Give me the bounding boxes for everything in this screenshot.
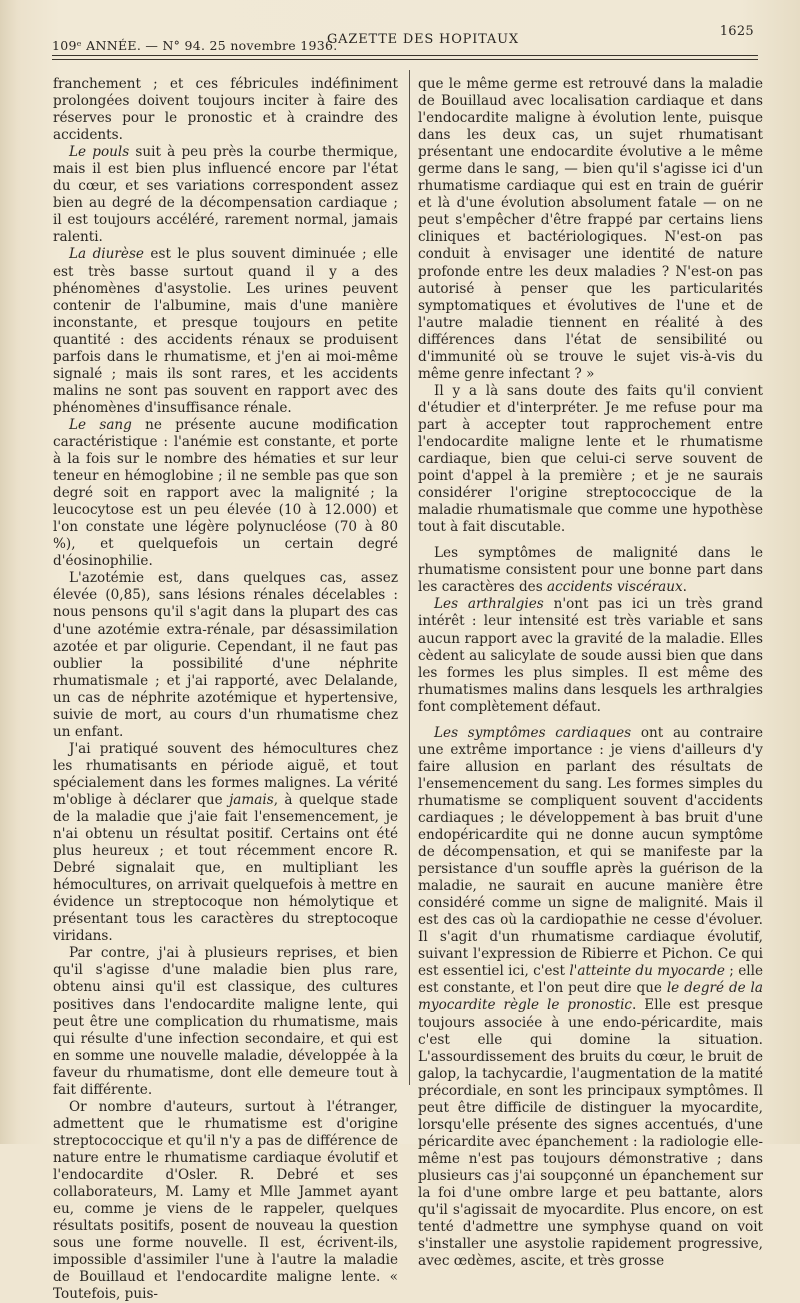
- paragraph-malignite: Les symptômes de malignité dans le rhumatisme consistent pour une bonne part dans les caractères des accidents viscéraux.: [418, 545, 763, 596]
- paragraph-faits: Il y a là sans doute des faits qu'il convient d'étudier et d'interpréter. Je me refuse pour ma part à accepter tout rapprochement entre l'endocardite maligne lente et le rhumatisme cardiaque, bien que celui-ci serve souvent de point d'appel à la première ; et je ne saurais considérer l'origine streptococcique de la maladie rhumatismale que comme une hypothèse tout à fait discutable.: [418, 382, 763, 536]
- page-number: 1625: [719, 24, 754, 39]
- paragraph-quote: que le même germe est retrouvé dans la maladie de Bouillaud avec localisation cardiaque et dans l'endocardite maligne à évolution lente, puisque dans les deux cas, un sujet rhumatisant présentant une endocardite évolutive a le même germe dans le sang, — bien qu'il s'agisse ici d'un rhumatisme cardiaque qui est en train de guérir et là d'une évolution absolument fatale — on ne peut s'empêcher d'être frappé par certains liens cliniques et bactériologiques. N'est-on pas conduit à envisager une identité de nature profonde entre les deux maladies ? N'est-on pas autorisé à penser que les particularités symptomatiques et évolutives de l'une et de l'autre maladie tiennent en réalité à des différences dans l'état de sensibilité ou d'immunité où se trouve le sujet vis-à-vis du même genre infectant ? »: [418, 76, 763, 382]
- paragraph-hemocultures: J'ai pratiqué souvent des hémocultures chez les rhumatisants en période aiguë, et tout spécialement dans les formes malignes. La vérité m'oblige à déclarer que jamais, à quelque stade de la maladie que j'aie fait l'ensemencement, je n'ai obtenu un résultat positif. Certains ont été plus heureux ; et tout récemment encore R. Debré signalait que, en multipliant les hémocultures, on arrivait quelquefois à mettre en évidence un streptocoque non hémolytique et présentant tous les caractères du streptocoque viridans.: [53, 740, 399, 945]
- header-rule-thick: [52, 55, 758, 56]
- paragraph-azotemie: L'azotémie est, dans quelques cas, assez élevée (0,85), sans lésions rénales décelables : nous pensons qu'il s'agit dans la plupart des cas d'une azotémie extra-rénale, par désassimilation azotée et par oligurie. Cependant, il ne faut pas oublier la possibilité d'une néphrite rhumatismale ; et j'ai rapporté, avec Delalande, un cas de néphrite azotémique et hypertensive, suivie de mort, au cours d'un rhumatisme chez un enfant.: [53, 570, 398, 740]
- header-rule-thin: [52, 59, 758, 60]
- column-divider: [409, 70, 410, 1085]
- paragraph-sang: Le sang ne présente aucune modification caractéristique : l'anémie est constante, et porte à la fois sur le nombre des hématies et sur leur teneur en hémoglobine ; il ne semble pas que son degré soit en rapport avec la malignité ; la leucocytose est un peu élevée (10 à 12.000) et l'on constate une légère polynucléose (70 à 80 %), et quelquefois un certain degré d'éosinophilie.: [53, 416, 398, 570]
- paragraph-cardiaques: Les symptômes cardiaques ont au contraire une extrême importance : je viens d'ailleurs d'y faire allusion en parlant des résultats de l'ensemencement du sang. Les formes simples du rhumatisme se compliquent souvent d'accidents cardiaques ; le développement à bas bruit d'une endopéricardite qui ne donne aucun symptôme de décompensation, et qui se manifeste par la persistance d'un souffle après la guérison de la maladie, ne saurait en aucune manière être considéré comme un signe de malignité. Mais il est des cas où la cardiopathie ne cesse d'évoluer. Il s'agit d'un rhumatisme cardiaque évolutif, suivant l'expression de Ribierre et Pichon. Ce qui est essentiel ici, c'est l'atteinte du myocarde ; elle est constante, et l'on peut dire que le degré de la myocardite règle le pronostic. Elle est presque toujours associée à une endo-péricardite, mais c'est elle qui domine la situation. L'assourdissement des bruits du cœur, le bruit de galop, la tachycardie, l'augmentation de la matité précordiale, en sont les principaux symptômes. Il peut être difficile de distinguer la myocardite, lorsqu'elle présente des signes accentués, d'une péricardite avec épanchement : la radiologie elle-même n'est pas toujours démonstrative ; dans plusieurs cas j'ai soupçonné un épanchement sur la foi d'une ombre large et peu battante, alors qu'il s'agissait de myocardite. Plus encore, on est tenté d'admettre une symphyse quand on voit s'installer une asystolie rapidement progressive, avec œdèmes, ascite, et très grosse: [418, 724, 764, 1270]
- paragraph-diurese: La diurèse est le plus souvent diminuée ; elle est très basse surtout quand il y a des phénomènes d'asystolie. Les urines peuvent contenir de l'albumine, mais d'une manière inconstante, et presque toujours en petite quantité : des accidents rénaux se produisent parfois dans le rhumatisme, et j'en ai moi-même signalé ; mais ils sont rares, et les accidents malins ne sont pas souvent en rapport avec des phénomènes d'insuffisance rénale.: [53, 246, 398, 416]
- right-column: [418, 76, 763, 1270]
- journal-title: GAZETTE DES HOPITAUX: [327, 32, 519, 47]
- paragraph: franchement ; et ces fébricules indéfiniment prolongées doivent toujours inciter à faire des réserves pour le pronostic et à craindre des accidents.: [53, 76, 398, 144]
- issue-line: 109ᵉ ANNÉE. — N° 94. 25 novembre 1936.: [52, 38, 338, 53]
- paragraph-pouls: Le pouls suit à peu près la courbe thermique, mais il est bien plus influencé encore par l'état du cœur, et ses variations correspondent assez bien au degré de la décompensation cardiaque ; il est toujours accéléré, rarement normal, jamais ralenti.: [53, 144, 399, 246]
- paragraph-arthralgies: Les arthralgies n'ont pas ici un très grand intérêt : leur intensité est très variable et sans aucun rapport avec la gravité de la maladie. Elles cèdent au salicylate de soude aussi bien que dans les formes les plus simples. Il est même des rhumatismes malins dans lesquels les arthralgies font complètement défaut.: [418, 596, 763, 715]
- paragraph-or-nombre: Or nombre d'auteurs, surtout à l'étranger, admettent que le rhumatisme est d'origine streptococcique et qu'il n'y a pas de différence de nature entre le rhumatisme cardiaque évolutif et l'endocardite d'Osler. R. Debré et ses collaborateurs, M. Lamy et Mlle Jammet ayant eu, comme je viens de le rappeler, quelques résultats positifs, posent de nouveau la question sous une forme nouvelle. Il est, écrivent-ils, impossible d'assimiler l'une à l'autre la maladie de Bouillaud et l'endocardite maligne lente. « Toutefois, puis-: [53, 1098, 398, 1303]
- paragraph-par-contre: Par contre, j'ai à plusieurs reprises, et bien qu'il s'agisse d'une maladie bien plus rare, obtenu ainsi qu'il est classique, des cultures positives dans l'endocardite maligne lente, qui peut être une complication du rhumatisme, mais qui résulte d'une infection secondaire, et qui est en somme une nouvelle maladie, développée à la faveur du rhumatisme, dont elle demeure tout à fait différente.: [53, 945, 398, 1098]
- left-column: [53, 76, 398, 1303]
- page-header: [52, 24, 758, 53]
